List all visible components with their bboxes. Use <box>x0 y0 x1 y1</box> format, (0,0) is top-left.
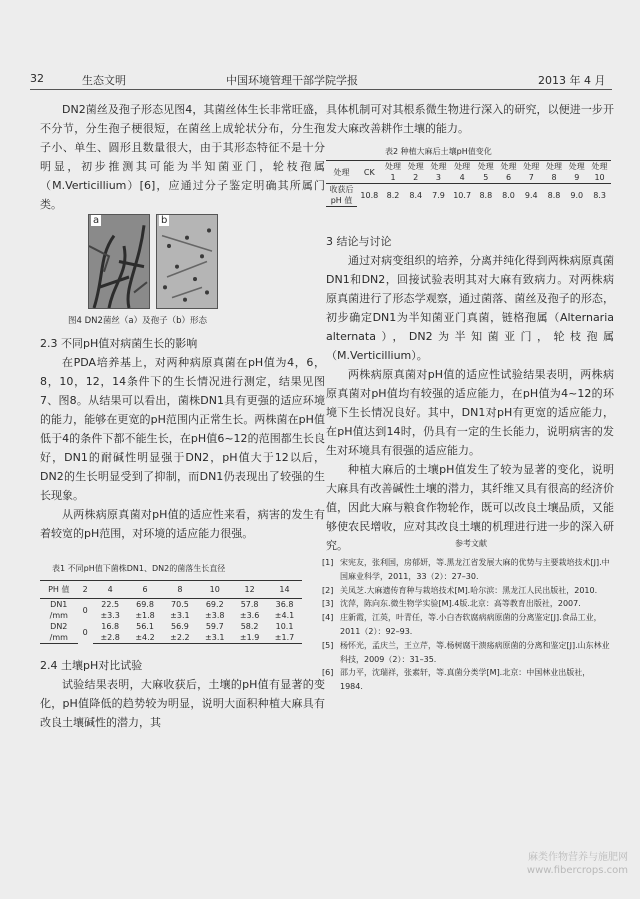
paragraph: DN2菌丝及孢子形态见图4，其菌丝体生长非常旺盛，不分节，分生孢子梗很短，在菌丝上成轮状分布，分生孢子小、单生、圆形且数量很大，由于其形态特征不是十分明显，初步推测其可能为半知菌亚门，轮枝孢属（M.Verticillium）[6]，应通过分子鉴定明确其所属门类。 <box>40 103 325 211</box>
table-head-cell: 6 <box>505 173 512 182</box>
reference-text: 关凤芝.大麻遗传育种与栽培技术[M].哈尔滨：黑龙江人民出版社，2010. <box>340 585 598 595</box>
table-cell: 70.5 <box>170 600 189 609</box>
journal-section: 生态文明 <box>82 74 126 87</box>
paragraph: 两株病原真菌对pH值的适应性试验结果表明，两株病原真菌对pH值均有较强的适应能力，在pH值为4~12的环境下生长情况良好。其中，DN1对pH有更宽的适应能力，在pH值达到14时，仍具有一定的生长能力，说明病害的发生对环境具有很强的适应能力。 <box>326 368 614 457</box>
table-cell: 8.8 <box>543 184 566 207</box>
reference-number: [4] <box>322 613 334 623</box>
table-head-cell: 8 <box>162 581 197 599</box>
section-heading: 2.4 土壤pH对比试验 <box>40 659 143 672</box>
table-row-label: pH 值 <box>326 195 357 207</box>
table-cell: 16.8 <box>101 622 120 631</box>
table-row-label: 处理 <box>326 161 357 184</box>
table-cell: ±3.6 <box>239 611 260 620</box>
table-1-caption: 表1 不同pH值下菌株DN1、DN2的菌落生长直径 <box>52 564 226 573</box>
figure-caption: 图4 DN2菌丝（a）及孢子（b）形态 <box>68 316 208 326</box>
row-unit: /mm <box>40 632 78 644</box>
table-cell: ±4.1 <box>274 611 295 620</box>
table-cell: 69.8 <box>136 600 154 609</box>
table-cell: 8.8 <box>474 184 497 207</box>
reference-item <box>322 666 612 694</box>
table-cell: ±1.7 <box>267 632 302 644</box>
reference-number: [6] <box>322 668 334 678</box>
figure-4 <box>88 214 218 309</box>
table-head-cell: 处理 <box>497 161 520 173</box>
table-cell: 59.7 <box>205 622 224 631</box>
table-cell: 0 <box>82 605 88 615</box>
table-cell: 22.5 <box>101 600 120 609</box>
reference-item <box>322 639 612 667</box>
table-cell: 58.2 <box>240 622 259 631</box>
reference-text: 沈萍，陈向东.微生物学实验[M].4版.北京：高等教育出版社，2007. <box>340 599 581 609</box>
table-cell: ±1.9 <box>232 632 267 644</box>
journal-name: 中国环境管理干部学院学报 <box>226 74 358 87</box>
table-cell: 36.8 <box>275 600 294 609</box>
table-cell: 8.3 <box>588 184 611 207</box>
table-cell: ±3.8 <box>205 611 225 620</box>
table-head-cell: 5 <box>483 173 489 182</box>
table-head-cell: CK <box>357 161 382 184</box>
hyphae-micrograph <box>88 214 150 309</box>
table-cell: 9.4 <box>520 184 543 207</box>
table-head-cell: 4 <box>459 173 465 182</box>
reference-text: 宋宪友，张利国，房郁妍，等.黑龙江省发展大麻的优势与主要栽培技术[J].中国麻业科学，2011，33（2）：27–30. <box>340 558 610 581</box>
left-column <box>40 100 325 214</box>
hyphae-image <box>89 215 149 308</box>
table-head-cell: 2 <box>78 581 93 599</box>
table-cell: 10.7 <box>450 184 475 207</box>
table-head-cell: 3 <box>435 173 441 182</box>
table-cell: ±1.8 <box>135 611 155 620</box>
table-head-cell: 处理 <box>543 161 566 173</box>
table-row-label: 收获后 <box>326 184 357 196</box>
table-cell: ±2.2 <box>162 632 197 644</box>
reference-number: [5] <box>322 640 334 650</box>
references-heading: 参考文献 <box>455 539 487 548</box>
table-head-cell: 处理 <box>520 161 543 173</box>
paragraph: 具体机制可对其根系微生物进行深入的研究，以便进一步开发大麻改善耕作土壤的能力。 <box>326 103 614 135</box>
paragraph: 通过对病变组织的培养，分离并纯化得到两株病原真菌DN1和DN2，回接试验表明其对大麻有致病力。对两株病原真菌进行了形态学观察，通过菌落、菌丝及孢子的形态，初步确定DN1为半知菌亚门真菌，链格孢属（Alternaria alternata），DN2为半知菌亚门，轮枝孢属（M.Verticillium）。 <box>326 254 614 362</box>
table-head-cell: 处理 <box>450 161 475 173</box>
table-head-cell: 处理 <box>382 161 405 173</box>
table-head-cell: 4 <box>93 581 128 599</box>
row-label: DN1 <box>50 600 68 609</box>
table-cell: 9.0 <box>565 184 588 207</box>
table-head-cell: 处理 <box>474 161 497 173</box>
table-head-cell: 7 <box>528 173 534 182</box>
section-heading: 2.3 不同pH值对病菌生长的影响 <box>40 337 198 350</box>
reference-text: 邵力平，沈瑞祥，张素轩，等.真菌分类学[M].北京：中国林业出版社，1984. <box>340 668 591 692</box>
right-column <box>326 232 614 555</box>
table-2 <box>326 160 611 207</box>
header-rule <box>30 89 612 90</box>
table-cell: 56.1 <box>136 622 154 631</box>
table-cell: 10.1 <box>275 622 294 631</box>
table-head-cell: 2 <box>413 173 419 182</box>
table-cell: ±4.2 <box>128 632 163 644</box>
reference-list <box>322 556 612 694</box>
figure-label-b: b <box>161 215 168 226</box>
table-cell: 8.2 <box>382 184 405 207</box>
table-cell: 69.2 <box>205 600 224 609</box>
reference-number: [2] <box>322 585 334 595</box>
table-cell: ±3.1 <box>170 611 190 620</box>
left-column-bottom <box>40 656 325 732</box>
table-head-cell: 1 <box>390 173 396 182</box>
spores-micrograph <box>156 214 218 309</box>
paragraph: 从两株病原真菌对pH值的适应性来看，病害的发生有着较宽的pH范围，对环境的适应能力很强。 <box>40 508 325 540</box>
table-cell: ±3.3 <box>100 611 120 620</box>
watermark-url: www.fibercrops.com <box>526 865 628 876</box>
reference-text: 杨怀光，孟庆兰，王立芹，等.杨树腐干溃疡病原菌的分离和鉴定[J].山东林业科技，2009（2）：31–35. <box>340 640 610 664</box>
table-head-cell: 处理 <box>427 161 450 173</box>
reference-item <box>322 584 612 598</box>
paragraph: 在PDA培养基上，对两种病原真菌在pH值为4，6，8，10，12，14条件下的生长情况进行测定，结果见图7、图8。从结果可以看出，菌株DN1具有更强的适应环境的能力，能够在更宽的pH范围内正常生长。两株菌在pH值低于4的条件下都不能生长，在pH值6~12的范围都生长良好，DN1的耐碱性明显强于DN2，pH值大于12以后，DN2的生长明显受到了抑制，而DN1仍表现出了较强的生长现象。 <box>40 356 325 502</box>
reference-item <box>322 556 612 584</box>
right-column-top <box>326 100 614 138</box>
table-head-cell: 9 <box>574 173 580 182</box>
table-cell: 7.9 <box>427 184 450 207</box>
table-head-cell: 处理 <box>588 161 611 173</box>
table-cell: ±2.8 <box>93 632 128 644</box>
reference-number: [3] <box>322 599 334 609</box>
table-head-label: PH 值 <box>40 581 78 599</box>
section-heading: 3 结论与讨论 <box>326 235 392 248</box>
table-head-cell: 10 <box>197 581 232 599</box>
table-head-cell: 6 <box>128 581 163 599</box>
table-2-caption: 表2 种植大麻后土壤pH值变化 <box>385 147 492 156</box>
reference-number: [1] <box>322 558 334 567</box>
table-head-cell: 8 <box>551 173 557 182</box>
page-number: 32 <box>30 72 44 85</box>
table-cell: 8.0 <box>497 184 520 207</box>
paragraph: 试验结果表明，大麻收获后，土壤的pH值有显著的变化，pH值降低的趋势较为明显，说明大面积种植大麻具有改良土壤碱性的潜力，其 <box>40 678 325 729</box>
reference-text: 庄新霞，江英，叶青任，等.小白杏软腐病病原菌的分离鉴定[J].食品工业，2011（2）：92–93. <box>340 613 602 636</box>
table-cell: 57.8 <box>240 600 259 609</box>
paragraph: 种植大麻后的土壤pH值发生了较为显著的变化，说明大麻具有改善碱性土壤的潜力，其纤维又具有很高的经济价值，因此大麻与粮食作物轮作，既可以改良土壤品质，又能够使农民增收，应对其改良土壤的机理进行进一步的深入研究。 <box>326 463 614 552</box>
figure-label-a: a <box>93 215 100 226</box>
reference-item <box>322 597 612 611</box>
table-cell: 0 <box>82 627 88 637</box>
table-head-cell: 处理 <box>565 161 588 173</box>
left-column-lower <box>40 334 325 543</box>
issue-date: 2013 年 4 月 <box>538 74 606 87</box>
table-head-cell: 14 <box>267 581 302 599</box>
row-label: DN2 <box>50 622 68 631</box>
table-head-cell: 12 <box>232 581 267 599</box>
reference-item <box>322 611 612 639</box>
table-cell: 56.9 <box>170 622 189 631</box>
table-1 <box>40 580 302 644</box>
spores-image <box>157 215 217 308</box>
row-unit: /mm <box>49 611 68 620</box>
table-head-cell: 10 <box>594 173 605 182</box>
table-cell: 10.8 <box>357 184 382 207</box>
table-cell: 8.4 <box>404 184 427 207</box>
watermark <box>527 851 628 877</box>
watermark-title: 麻类作物营养与施肥网 <box>528 852 628 863</box>
table-cell: ±3.1 <box>197 632 232 644</box>
table-head-cell: 处理 <box>404 161 427 173</box>
